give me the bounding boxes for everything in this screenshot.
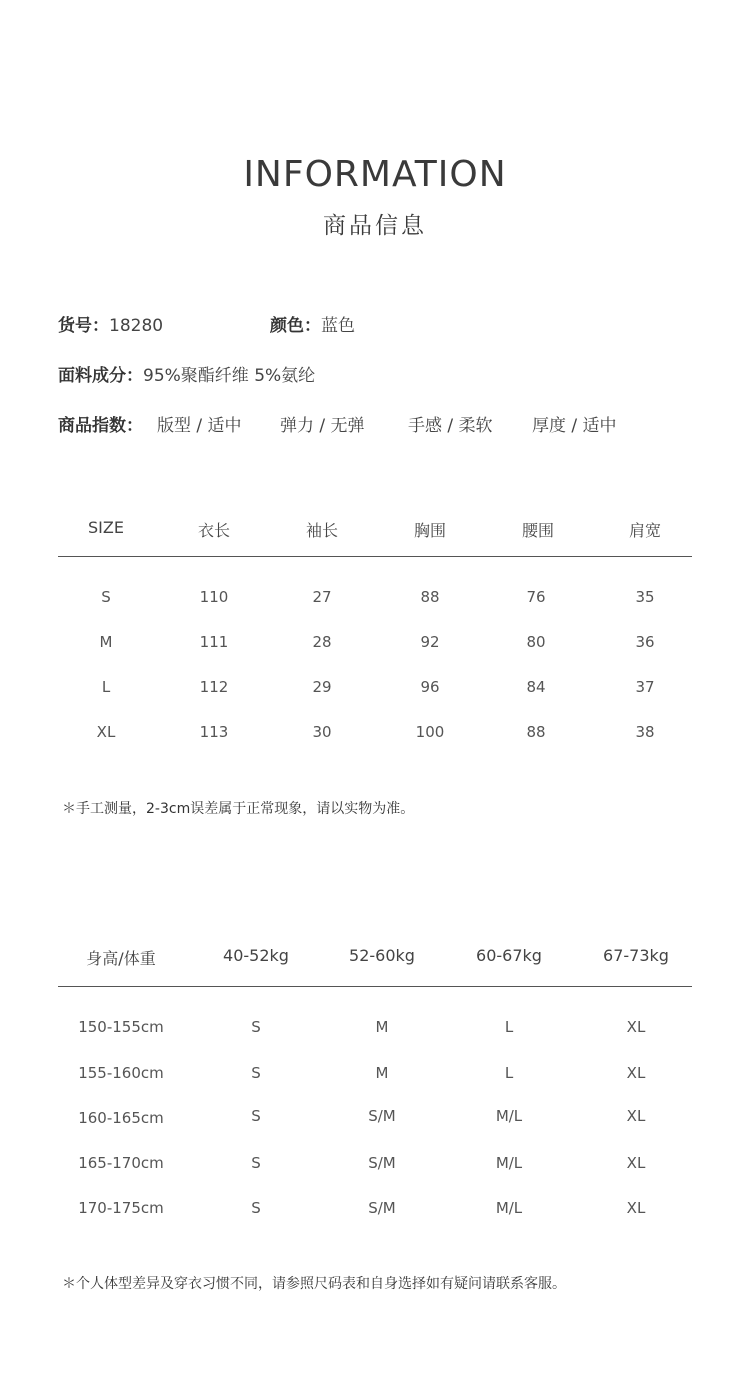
size-cell: 29 [312, 678, 332, 696]
index-fit: 版型 / 适中 [157, 416, 242, 436]
color-label: 颜色： [270, 316, 321, 336]
size-cell: XL [96, 723, 116, 741]
size-cell: 112 [199, 678, 229, 696]
fit-header: 52-60kg [349, 946, 415, 965]
size-cell: 37 [635, 678, 655, 696]
size-cell: 36 [635, 633, 655, 651]
fit-cell: M [375, 1064, 389, 1082]
size-note: ＊手工测量，2-3cm误差属于正常现象，请以实物为准。 [62, 801, 415, 817]
fit-cell: L [504, 1018, 514, 1036]
fit-cell: XL [626, 1018, 646, 1036]
title-en: INFORMATION [243, 154, 507, 195]
size-table-divider [58, 556, 692, 557]
material-value: 95%聚酯纤维 5%氨纶 [143, 366, 316, 386]
size-header: 袖长 [305, 521, 338, 540]
size-header: 肩宽 [628, 521, 661, 540]
fit-cell: 155-160cm [78, 1064, 164, 1082]
index-row [58, 411, 143, 436]
item-no-row [58, 311, 163, 336]
size-cell: 92 [420, 633, 440, 651]
size-header: 腰围 [521, 521, 554, 540]
fit-cell: S [251, 1154, 261, 1172]
size-cell: 27 [312, 588, 332, 606]
size-cell: 38 [635, 723, 655, 741]
fit-cell: S [251, 1018, 261, 1036]
size-cell: M [99, 633, 113, 651]
size-cell: 84 [526, 678, 546, 696]
size-cell: 88 [420, 588, 440, 606]
fit-cell: S [251, 1199, 261, 1217]
fit-cell: 160-165cm [78, 1109, 164, 1127]
index-thickness: 厚度 / 适中 [532, 416, 617, 436]
size-cell: 76 [526, 588, 546, 606]
fit-cell: 165-170cm [78, 1154, 164, 1172]
color-value: 蓝色 [321, 316, 355, 336]
fit-note: ＊个人体型差异及穿衣习惯不同，请参照尺码表和自身选择如有疑问请联系客服。 [62, 1276, 566, 1292]
index-feel: 手感 / 柔软 [408, 416, 493, 436]
size-cell: S [101, 588, 111, 606]
size-cell: 113 [199, 723, 229, 741]
fit-header: 身高/体重 [86, 949, 156, 968]
size-cell: 30 [312, 723, 332, 741]
fit-cell: M [375, 1018, 389, 1036]
fit-table-divider [58, 986, 692, 987]
material-label: 面料成分： [58, 366, 143, 386]
size-cell: 35 [635, 588, 655, 606]
fit-cell: S/M [368, 1199, 396, 1217]
fit-header: 40-52kg [223, 946, 289, 965]
fit-cell: S [251, 1064, 261, 1082]
size-header: SIZE [88, 518, 124, 537]
fit-cell: M/L [495, 1154, 523, 1172]
size-header: 衣长 [197, 521, 230, 540]
fit-cell: 170-175cm [78, 1199, 164, 1217]
fit-cell: S [251, 1107, 261, 1125]
title-cn: 商品信息 [323, 213, 427, 239]
fit-cell: XL [626, 1064, 646, 1082]
fit-cell: 150-155cm [78, 1018, 164, 1036]
index-elasticity: 弹力 / 无弹 [280, 416, 365, 436]
item-no-label: 货号： [58, 316, 109, 336]
size-cell: 100 [415, 723, 445, 741]
fit-cell: M/L [495, 1107, 523, 1125]
index-label: 商品指数： [58, 416, 143, 436]
material-row [58, 361, 315, 386]
fit-cell: M/L [495, 1199, 523, 1217]
size-cell: 28 [312, 633, 332, 651]
color-row [270, 311, 355, 336]
size-cell: 88 [526, 723, 546, 741]
fit-header: 60-67kg [476, 946, 542, 965]
fit-cell: XL [626, 1199, 646, 1217]
fit-cell: XL [626, 1154, 646, 1172]
fit-cell: XL [626, 1107, 646, 1125]
fit-cell: S/M [368, 1107, 396, 1125]
item-no-value: 18280 [109, 316, 164, 336]
size-cell: L [101, 678, 111, 696]
size-header: 胸围 [413, 521, 446, 540]
fit-cell: L [504, 1064, 514, 1082]
size-cell: 96 [420, 678, 440, 696]
size-cell: 111 [199, 633, 229, 651]
fit-cell: S/M [368, 1154, 396, 1172]
size-cell: 110 [199, 588, 229, 606]
fit-header: 67-73kg [603, 946, 669, 965]
size-cell: 80 [526, 633, 546, 651]
